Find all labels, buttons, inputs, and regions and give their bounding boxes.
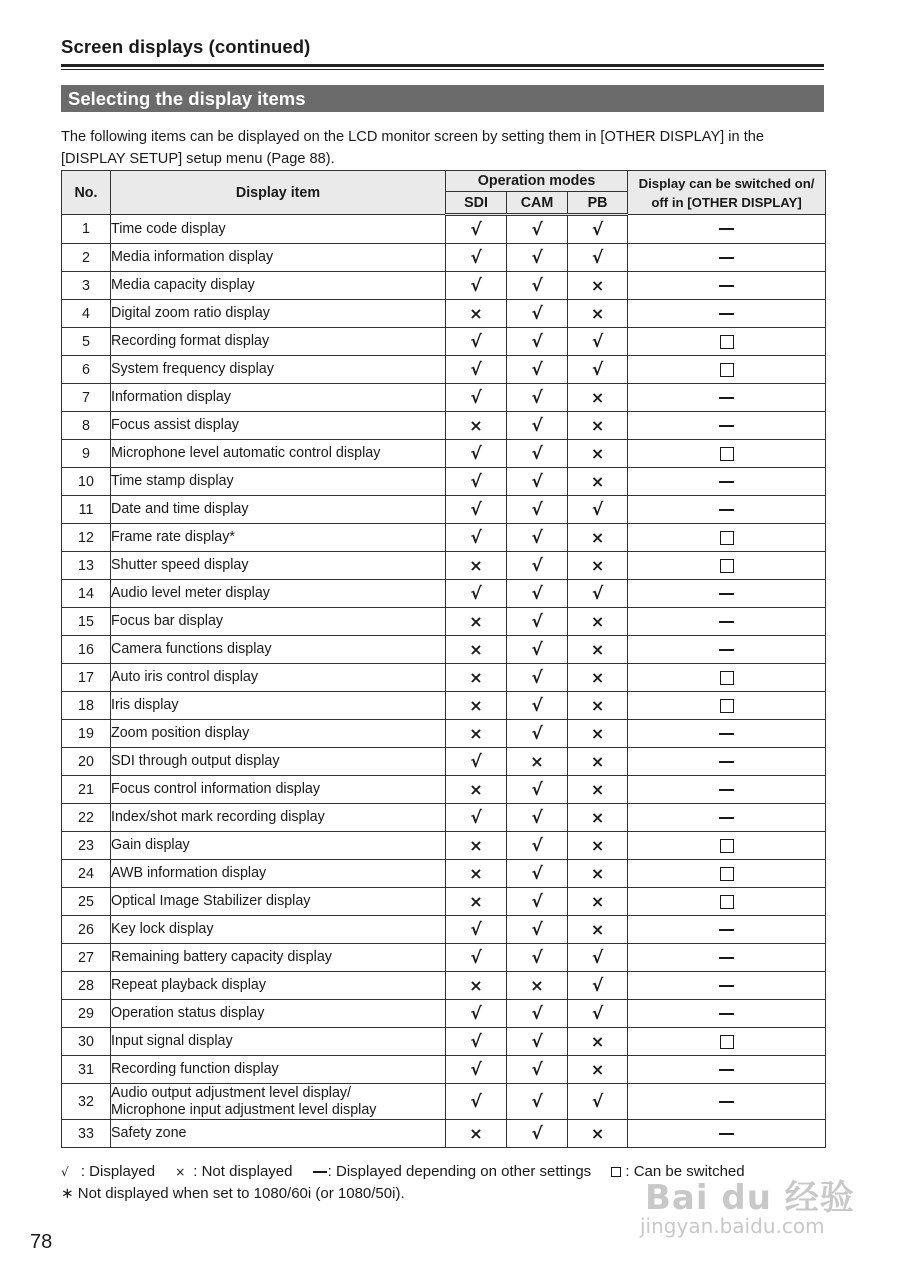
check-icon: √ bbox=[507, 692, 568, 720]
cross-icon: × bbox=[568, 832, 628, 860]
dash-icon bbox=[719, 257, 734, 259]
header-display-item: Display item bbox=[111, 171, 446, 215]
legend-depends bbox=[313, 1163, 600, 1180]
table-row bbox=[62, 888, 826, 916]
page-title: Screen displays (continued) bbox=[61, 36, 311, 57]
row-switchable bbox=[628, 608, 826, 636]
dash-icon bbox=[719, 789, 734, 791]
check-icon: √ bbox=[568, 1084, 628, 1120]
check-icon: √ bbox=[446, 524, 507, 552]
row-switchable bbox=[628, 356, 826, 384]
box-icon bbox=[720, 531, 734, 545]
box-icon bbox=[720, 839, 734, 853]
cross-icon: × bbox=[568, 776, 628, 804]
row-number: 11 bbox=[62, 496, 111, 524]
row-number: 17 bbox=[62, 664, 111, 692]
row-number: 24 bbox=[62, 860, 111, 888]
row-display-item: Information display bbox=[111, 384, 446, 412]
check-icon: √ bbox=[568, 328, 628, 356]
row-switchable bbox=[628, 1056, 826, 1084]
check-icon: √ bbox=[61, 1165, 69, 1179]
table-row bbox=[62, 468, 826, 496]
row-display-item: Safety zone bbox=[111, 1120, 446, 1148]
legend-depends-text: : Displayed depending on other settings bbox=[327, 1163, 592, 1180]
check-icon: √ bbox=[568, 215, 628, 244]
row-number: 23 bbox=[62, 832, 111, 860]
cross-icon: × bbox=[568, 440, 628, 468]
section-heading: Selecting the display items bbox=[61, 85, 824, 112]
table-row bbox=[62, 804, 826, 832]
check-icon: √ bbox=[568, 580, 628, 608]
header-sdi: SDI bbox=[446, 192, 507, 215]
watermark-url: jingyan.baidu.com bbox=[640, 1214, 825, 1238]
row-number: 5 bbox=[62, 328, 111, 356]
box-icon bbox=[720, 447, 734, 461]
cross-icon: × bbox=[446, 552, 507, 580]
check-icon: √ bbox=[568, 356, 628, 384]
check-icon: √ bbox=[568, 944, 628, 972]
row-switchable bbox=[628, 1000, 826, 1028]
check-icon: √ bbox=[507, 244, 568, 272]
check-icon: √ bbox=[446, 1084, 507, 1120]
row-display-item: Recording format display bbox=[111, 328, 446, 356]
dash-icon bbox=[719, 985, 734, 987]
legend-displayed-text: : Displayed bbox=[80, 1163, 156, 1180]
row-number: 16 bbox=[62, 636, 111, 664]
row-display-item: Media information display bbox=[111, 244, 446, 272]
check-icon: √ bbox=[446, 215, 507, 244]
row-display-item: Remaining battery capacity display bbox=[111, 944, 446, 972]
check-icon: √ bbox=[507, 1000, 568, 1028]
row-number: 26 bbox=[62, 916, 111, 944]
check-icon: √ bbox=[446, 496, 507, 524]
row-display-item: Microphone level automatic control display bbox=[111, 440, 446, 468]
check-icon: √ bbox=[507, 804, 568, 832]
table-row bbox=[62, 356, 826, 384]
row-number: 8 bbox=[62, 412, 111, 440]
cross-icon: × bbox=[568, 692, 628, 720]
row-display-item: Key lock display bbox=[111, 916, 446, 944]
cross-icon: × bbox=[568, 552, 628, 580]
cross-icon: × bbox=[568, 524, 628, 552]
dash-icon bbox=[313, 1171, 327, 1173]
row-switchable bbox=[628, 552, 826, 580]
check-icon: √ bbox=[507, 664, 568, 692]
check-icon: √ bbox=[446, 1000, 507, 1028]
row-display-item: Camera functions display bbox=[111, 636, 446, 664]
check-icon: √ bbox=[507, 412, 568, 440]
table-row bbox=[62, 860, 826, 888]
legend-displayed bbox=[61, 1163, 163, 1180]
row-number: 6 bbox=[62, 356, 111, 384]
table-row bbox=[62, 384, 826, 412]
row-switchable bbox=[628, 972, 826, 1000]
row-display-item: Recording function display bbox=[111, 1056, 446, 1084]
cross-icon: × bbox=[568, 1028, 628, 1056]
table-row bbox=[62, 440, 826, 468]
legend-not-displayed bbox=[175, 1163, 300, 1180]
row-number: 14 bbox=[62, 580, 111, 608]
table-row bbox=[62, 944, 826, 972]
cross-icon: × bbox=[568, 1120, 628, 1148]
row-switchable bbox=[628, 776, 826, 804]
check-icon: √ bbox=[446, 1028, 507, 1056]
check-icon: √ bbox=[568, 496, 628, 524]
row-display-item: SDI through output display bbox=[111, 748, 446, 776]
check-icon: √ bbox=[507, 720, 568, 748]
box-icon bbox=[720, 895, 734, 909]
cross-icon: × bbox=[446, 300, 507, 328]
table-row bbox=[62, 608, 826, 636]
dash-icon bbox=[719, 397, 734, 399]
cross-icon: × bbox=[175, 1165, 186, 1179]
row-number: 4 bbox=[62, 300, 111, 328]
row-display-item-line2: Microphone input adjustment level display bbox=[111, 1101, 377, 1118]
page-number: 78 bbox=[30, 1231, 53, 1253]
table-row bbox=[62, 776, 826, 804]
table-row bbox=[62, 300, 826, 328]
row-switchable bbox=[628, 215, 826, 244]
row-display-item: Time code display bbox=[111, 215, 446, 244]
row-number: 32 bbox=[62, 1084, 111, 1120]
check-icon: √ bbox=[446, 748, 507, 776]
table-row bbox=[62, 1084, 826, 1120]
dash-icon bbox=[719, 817, 734, 819]
check-icon: √ bbox=[568, 244, 628, 272]
row-number: 12 bbox=[62, 524, 111, 552]
check-icon: √ bbox=[446, 328, 507, 356]
table-row bbox=[62, 748, 826, 776]
row-number: 21 bbox=[62, 776, 111, 804]
check-icon: √ bbox=[507, 916, 568, 944]
row-number: 10 bbox=[62, 468, 111, 496]
watermark bbox=[640, 1170, 855, 1245]
table-row bbox=[62, 916, 826, 944]
row-switchable bbox=[628, 272, 826, 300]
dash-icon bbox=[719, 509, 734, 511]
cross-icon: × bbox=[568, 860, 628, 888]
check-icon: √ bbox=[507, 832, 568, 860]
check-icon: √ bbox=[446, 944, 507, 972]
dash-icon bbox=[719, 313, 734, 315]
row-display-item bbox=[111, 1084, 446, 1120]
header-switchable bbox=[628, 171, 826, 215]
watermark-logo: Bai du 经验 bbox=[645, 1178, 855, 1218]
check-icon: √ bbox=[507, 496, 568, 524]
row-number: 18 bbox=[62, 692, 111, 720]
row-number: 22 bbox=[62, 804, 111, 832]
table-row bbox=[62, 1028, 826, 1056]
row-switchable bbox=[628, 944, 826, 972]
header-operation-modes: Operation modes bbox=[446, 171, 628, 192]
legend-switchable-text: : Can be switched bbox=[625, 1163, 745, 1180]
table-row bbox=[62, 552, 826, 580]
row-switchable bbox=[628, 412, 826, 440]
dash-icon bbox=[719, 733, 734, 735]
check-icon: √ bbox=[446, 804, 507, 832]
cross-icon: × bbox=[446, 664, 507, 692]
row-display-item: AWB information display bbox=[111, 860, 446, 888]
row-switchable bbox=[628, 300, 826, 328]
row-switchable bbox=[628, 496, 826, 524]
row-number: 13 bbox=[62, 552, 111, 580]
dash-icon bbox=[719, 649, 734, 651]
row-switchable bbox=[628, 888, 826, 916]
row-number: 19 bbox=[62, 720, 111, 748]
cross-icon: × bbox=[446, 608, 507, 636]
row-number: 9 bbox=[62, 440, 111, 468]
box-icon bbox=[720, 867, 734, 881]
check-icon: √ bbox=[507, 356, 568, 384]
check-icon: √ bbox=[507, 860, 568, 888]
dash-icon bbox=[719, 1069, 734, 1071]
check-icon: √ bbox=[446, 440, 507, 468]
cross-icon: × bbox=[568, 804, 628, 832]
check-icon: √ bbox=[507, 272, 568, 300]
dash-icon bbox=[719, 228, 734, 230]
cross-icon: × bbox=[568, 608, 628, 636]
row-switchable bbox=[628, 692, 826, 720]
row-display-item: Shutter speed display bbox=[111, 552, 446, 580]
check-icon: √ bbox=[446, 244, 507, 272]
dash-icon bbox=[719, 1101, 734, 1103]
check-icon: √ bbox=[446, 1056, 507, 1084]
check-icon: √ bbox=[446, 468, 507, 496]
cross-icon: × bbox=[446, 1120, 507, 1148]
table-row bbox=[62, 832, 826, 860]
row-number: 29 bbox=[62, 1000, 111, 1028]
box-icon bbox=[611, 1167, 621, 1177]
dash-icon bbox=[719, 285, 734, 287]
check-icon: √ bbox=[507, 524, 568, 552]
table-row bbox=[62, 692, 826, 720]
dash-icon bbox=[719, 621, 734, 623]
row-display-item: Time stamp display bbox=[111, 468, 446, 496]
row-switchable bbox=[628, 636, 826, 664]
row-display-item: Gain display bbox=[111, 832, 446, 860]
row-switchable bbox=[628, 524, 826, 552]
row-number: 28 bbox=[62, 972, 111, 1000]
row-number: 7 bbox=[62, 384, 111, 412]
check-icon: √ bbox=[507, 328, 568, 356]
cross-icon: × bbox=[446, 636, 507, 664]
check-icon: √ bbox=[507, 944, 568, 972]
row-number: 30 bbox=[62, 1028, 111, 1056]
display-items-table bbox=[61, 170, 826, 1148]
check-icon: √ bbox=[507, 636, 568, 664]
check-icon: √ bbox=[507, 1084, 568, 1120]
row-switchable bbox=[628, 664, 826, 692]
row-number: 31 bbox=[62, 1056, 111, 1084]
table-row bbox=[62, 244, 826, 272]
cross-icon: × bbox=[446, 860, 507, 888]
row-switchable bbox=[628, 328, 826, 356]
dash-icon bbox=[719, 761, 734, 763]
row-display-item: System frequency display bbox=[111, 356, 446, 384]
dash-icon bbox=[719, 593, 734, 595]
row-switchable bbox=[628, 720, 826, 748]
header-switchable-line1: Display can be switched on/ bbox=[638, 175, 815, 191]
row-switchable bbox=[628, 832, 826, 860]
check-icon: √ bbox=[507, 468, 568, 496]
row-switchable bbox=[628, 1028, 826, 1056]
row-display-item: Auto iris control display bbox=[111, 664, 446, 692]
header-cam: CAM bbox=[507, 192, 568, 215]
row-display-item-line1: Audio output adjustment level display/ bbox=[111, 1084, 352, 1101]
check-icon: √ bbox=[507, 552, 568, 580]
row-display-item: Repeat playback display bbox=[111, 972, 446, 1000]
cross-icon: × bbox=[446, 692, 507, 720]
cross-icon: × bbox=[568, 636, 628, 664]
cross-icon: × bbox=[446, 888, 507, 916]
row-display-item: Focus assist display bbox=[111, 412, 446, 440]
cross-icon: × bbox=[446, 776, 507, 804]
row-number: 2 bbox=[62, 244, 111, 272]
check-icon: √ bbox=[507, 1056, 568, 1084]
row-display-item: Audio level meter display bbox=[111, 580, 446, 608]
row-number: 3 bbox=[62, 272, 111, 300]
check-icon: √ bbox=[507, 384, 568, 412]
cross-icon: × bbox=[568, 664, 628, 692]
row-switchable bbox=[628, 244, 826, 272]
table-row bbox=[62, 272, 826, 300]
box-icon bbox=[720, 559, 734, 573]
table-row bbox=[62, 412, 826, 440]
row-display-item: Frame rate display* bbox=[111, 524, 446, 552]
table-row bbox=[62, 524, 826, 552]
row-display-item: Index/shot mark recording display bbox=[111, 804, 446, 832]
cross-icon: × bbox=[446, 720, 507, 748]
row-number: 1 bbox=[62, 215, 111, 244]
row-switchable bbox=[628, 860, 826, 888]
cross-icon: × bbox=[568, 720, 628, 748]
cross-icon: × bbox=[507, 972, 568, 1000]
check-icon: √ bbox=[446, 356, 507, 384]
footnote: ∗ Not displayed when set to 1080/60i (or 1080/50i). bbox=[61, 1185, 405, 1202]
row-switchable bbox=[628, 1120, 826, 1148]
table-row bbox=[62, 580, 826, 608]
box-icon bbox=[720, 699, 734, 713]
row-display-item: Media capacity display bbox=[111, 272, 446, 300]
check-icon: √ bbox=[446, 580, 507, 608]
cross-icon: × bbox=[568, 916, 628, 944]
table-row bbox=[62, 636, 826, 664]
table-row bbox=[62, 720, 826, 748]
box-icon bbox=[720, 1035, 734, 1049]
cross-icon: × bbox=[568, 1056, 628, 1084]
check-icon: √ bbox=[507, 215, 568, 244]
header-pb: PB bbox=[568, 192, 628, 215]
row-number: 33 bbox=[62, 1120, 111, 1148]
row-number: 20 bbox=[62, 748, 111, 776]
check-icon: √ bbox=[507, 888, 568, 916]
dash-icon bbox=[719, 957, 734, 959]
row-switchable bbox=[628, 748, 826, 776]
cross-icon: × bbox=[507, 748, 568, 776]
row-number: 27 bbox=[62, 944, 111, 972]
row-display-item: Zoom position display bbox=[111, 720, 446, 748]
check-icon: √ bbox=[446, 272, 507, 300]
check-icon: √ bbox=[507, 1120, 568, 1148]
title-rule-thin bbox=[61, 69, 824, 70]
row-switchable bbox=[628, 384, 826, 412]
cross-icon: × bbox=[446, 412, 507, 440]
check-icon: √ bbox=[568, 1000, 628, 1028]
check-icon: √ bbox=[507, 776, 568, 804]
row-display-item: Digital zoom ratio display bbox=[111, 300, 446, 328]
dash-icon bbox=[719, 1133, 734, 1135]
row-switchable bbox=[628, 440, 826, 468]
row-number: 15 bbox=[62, 608, 111, 636]
legend-not-displayed-text: : Not displayed bbox=[193, 1163, 293, 1180]
dash-icon bbox=[719, 929, 734, 931]
title-rule bbox=[61, 64, 824, 67]
row-display-item: Optical Image Stabilizer display bbox=[111, 888, 446, 916]
check-icon: √ bbox=[507, 608, 568, 636]
row-switchable bbox=[628, 468, 826, 496]
row-display-item: Date and time display bbox=[111, 496, 446, 524]
table-row bbox=[62, 1000, 826, 1028]
intro-paragraph: The following items can be displayed on the LCD monitor screen by setting them in [OTHER DISPLAY] in the [DISPLAY SETUP] setup menu (Page 88). bbox=[61, 129, 764, 167]
cross-icon: × bbox=[568, 300, 628, 328]
check-icon: √ bbox=[507, 440, 568, 468]
row-switchable bbox=[628, 916, 826, 944]
check-icon: √ bbox=[507, 300, 568, 328]
cross-icon: × bbox=[446, 832, 507, 860]
check-icon: √ bbox=[446, 384, 507, 412]
row-switchable bbox=[628, 580, 826, 608]
row-number: 25 bbox=[62, 888, 111, 916]
box-icon bbox=[720, 363, 734, 377]
cross-icon: × bbox=[568, 888, 628, 916]
row-display-item: Input signal display bbox=[111, 1028, 446, 1056]
table-row bbox=[62, 1056, 826, 1084]
check-icon: √ bbox=[507, 1028, 568, 1056]
row-switchable bbox=[628, 804, 826, 832]
cross-icon: × bbox=[568, 468, 628, 496]
table-row bbox=[62, 664, 826, 692]
table-row bbox=[62, 496, 826, 524]
dash-icon bbox=[719, 425, 734, 427]
cross-icon: × bbox=[568, 412, 628, 440]
table-row bbox=[62, 972, 826, 1000]
row-display-item: Focus control information display bbox=[111, 776, 446, 804]
row-display-item: Iris display bbox=[111, 692, 446, 720]
check-icon: √ bbox=[446, 916, 507, 944]
row-display-item: Focus bar display bbox=[111, 608, 446, 636]
table-row bbox=[62, 328, 826, 356]
table-body bbox=[62, 215, 826, 1148]
row-display-item: Operation status display bbox=[111, 1000, 446, 1028]
header-switchable-line2: off in [OTHER DISPLAY] bbox=[651, 194, 802, 210]
header-no: No. bbox=[62, 171, 111, 215]
dash-icon bbox=[719, 481, 734, 483]
cross-icon: × bbox=[568, 748, 628, 776]
row-switchable bbox=[628, 1084, 826, 1120]
table-row bbox=[62, 215, 826, 244]
cross-icon: × bbox=[568, 384, 628, 412]
box-icon bbox=[720, 335, 734, 349]
cross-icon: × bbox=[446, 972, 507, 1000]
check-icon: √ bbox=[568, 972, 628, 1000]
box-icon bbox=[720, 671, 734, 685]
dash-icon bbox=[719, 1013, 734, 1015]
check-icon: √ bbox=[507, 580, 568, 608]
cross-icon: × bbox=[568, 272, 628, 300]
table-row bbox=[62, 1120, 826, 1148]
